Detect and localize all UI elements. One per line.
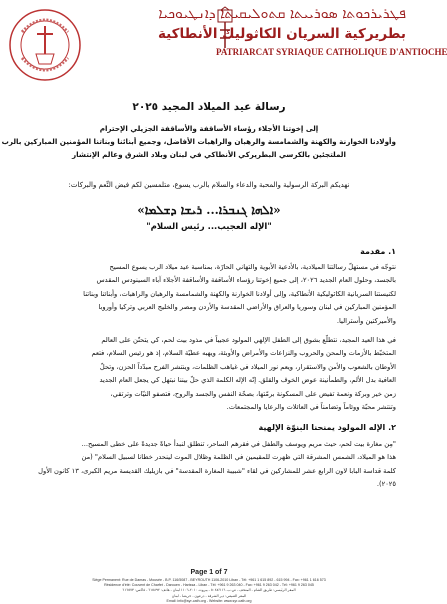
footer-line: المقر الصيفي: دير الشرفة - درعون - حريصا - لبنان (171, 593, 247, 598)
paragraph-line: نتوجّه في مستهلّ رسالتنا الميلادية، بالأدعية الأبوية والتهاني الحارّة، بمناسبة عيد ميلاد الرب يسوع المسيح (109, 263, 396, 271)
patriarchate-seal (8, 8, 82, 82)
paragraph-line: المؤمنين المباركين في لبنان وسوريا والعراق والأراضي المقدسة والأردن ومصر والخليج العربي وتركيا وأوروبا (98, 303, 396, 312)
header-syriac-title: ܦܛܪܝܪܟܘܬܐ ܣܘܪܝܝܬܐ ܩܬܘܠܝܩܝܬܐ ܕܐܢܛܝܘܟܝܐ (158, 6, 406, 22)
addressee-line: إلى إخوتنا الأجلاء رؤساء الأساقفة والأساقفة الجزيلي الإحترام (99, 124, 319, 133)
paragraph-line: المتخبّط بالأزمات والمحن والحروب والنزاعات والأمراض والأوبئة، ويهبه عطيّة السلام، إذ هو رئيس السلام، فتعم (91, 349, 396, 358)
paragraph-feast (22, 334, 396, 414)
paragraph-line: والأميركتين وأستراليا. (336, 316, 396, 325)
header-french-title: PATRIARCAT SYRIAQUE CATHOLIQUE D'ANTIOCHE (216, 47, 447, 57)
paragraph-line: وتنتشر محبّة ووئاماً وتضامناً في العائلات والرعايا والمجتمعات. (226, 403, 396, 412)
addressee-line: وأولادنا الخوارنة والكهنة والشمامسة والرهبان والراهبات الأفاضل، وجميع أبنائنا وبناتنا المؤمنين المباركين بالرب (1, 137, 396, 146)
addressees-block (1, 122, 396, 161)
footer-line: Siège Permanent: Rue de Damas - Mousée - B.P. 116/5087 - BEYROUTH 1106-2010 Liban - Tél: +961 1 615 892 - 615 994 - Fax: +961 1 616 573 (92, 578, 326, 582)
footer-line: Résidence d'été: Couvent de Charfet - Darouen - Harissa - Liban - Tél: +961 9 263 040 - Fax: +961 9 263 042 - Tél: +961 9 263 045 (104, 583, 314, 588)
page-number: Page 1 of 7 (190, 569, 228, 576)
paragraph-line: لكنيستنا السريانية الكاثوليكية الأنطاكية، وإلى أولادنا الخوارنة والكهنة والشمامسة والرهبان والراهبات، وأبنائنا وبناتنا (83, 289, 396, 298)
paragraph-line: هذا هو الميلاد، الشمس المشرقة التي ظهرت للمقيمين في الظلمة وظلال الموت لينحدر خطانا لسبيل السلام" (من (81, 453, 396, 462)
footer-line: المقر الرئيسي: طريق الشام - المتحف - ص.ب. ٥٠٨٧/١١٦ - بيروت ٢٠١٠-١١٠٦ لبنان - هاتف: ٦١٥٨٩٢ - فاكس: ٦١٦٥٧٣ (122, 588, 296, 593)
section-heading-divine-sonship: ٢. الإله المولود يمنحنا البنوّة الإلهية (258, 423, 396, 432)
paragraph-divine-sonship (22, 438, 396, 492)
header-arabic-title: بطريركية السريان الكاثوليك الأنطاكية (157, 26, 406, 42)
addressee-line: الملتجئين بالكرسي البطريركي الأنطاكي في لبنان وبلاد الشرق وعالم الإنتشار (72, 150, 346, 159)
paragraph-line: العافية بدل الألم، والطمأنينة عوض الخوف والقلق. إنّه الإله الكلمة الذي حلّ بيننا نبتهل كي يجعل العام الجديد (99, 376, 396, 385)
section-heading-intro: ١. مقدمة (360, 247, 396, 256)
greeting-line: نهديكم البركة الرسولية والمحبة والدعاء والسلام بالرب يسوع، متلمسين لكم فيض النِّعم والبركات: (68, 181, 350, 189)
paragraph-line: الأوطان بالشعوب والأمن والاستقرار، ويعم نور الميلاد في غياهب الظلمات، وينتشر الفرح مبدّداً الحزن، وتحلّ (99, 362, 396, 371)
footer-contact (14, 578, 404, 604)
motto: "الإله العجيب... رئيس السلام" (146, 222, 272, 232)
paragraph-line: ٢٠٢٥). (376, 480, 396, 489)
paragraph-line: "مِن مغارة بيت لحم، حيث مريم ويوسف والطفل في فقرهم الساحر، تنطلق لنبدأ حياةً جديدةً على خطى المسيح... (81, 440, 396, 448)
paragraph-line: بالجسد، وحلول العام الجديد ٢٠٢٦، إلى جميع إخوتنا رؤساء الأساقفة والأساقفة الأجلاء آباء السينودس المقدس (96, 276, 396, 285)
paragraph-line: كلمة قداسة البابا لاون الرابع عشر للمشاركين في لقاء "شبيبة المغارة المقدسة" في بازيليك القديسة مريم الكبرى، ١٣ كانون الأول (38, 466, 396, 475)
paragraph-line: في هذا العيد المجيد، نتطلّع بشوق إلى الطفل الإلهي المولود عجيباً في مذود بيت لحم، كي يتحنّن على العالم (101, 336, 396, 344)
footer-line: Email: info@syr-cath.org - Website: www.syr-cath.org (166, 598, 252, 603)
paragraph-intro (22, 261, 396, 328)
syriac-motto: «ܐܠܗܐ ܓܢܒܪܐ... ܪܝܫܐ ܕܫܠܡܐ» (137, 203, 281, 217)
paragraph-line: زمن خير وبركة ونعمة تفيض على المسكونة برمّتها، بصحّة النفس والجسد والروح، فتصفو النيّات وترتقي، (110, 389, 396, 398)
document-title: رسالة عيد الميلاد المجيد ٢٠٢٥ (132, 101, 286, 113)
